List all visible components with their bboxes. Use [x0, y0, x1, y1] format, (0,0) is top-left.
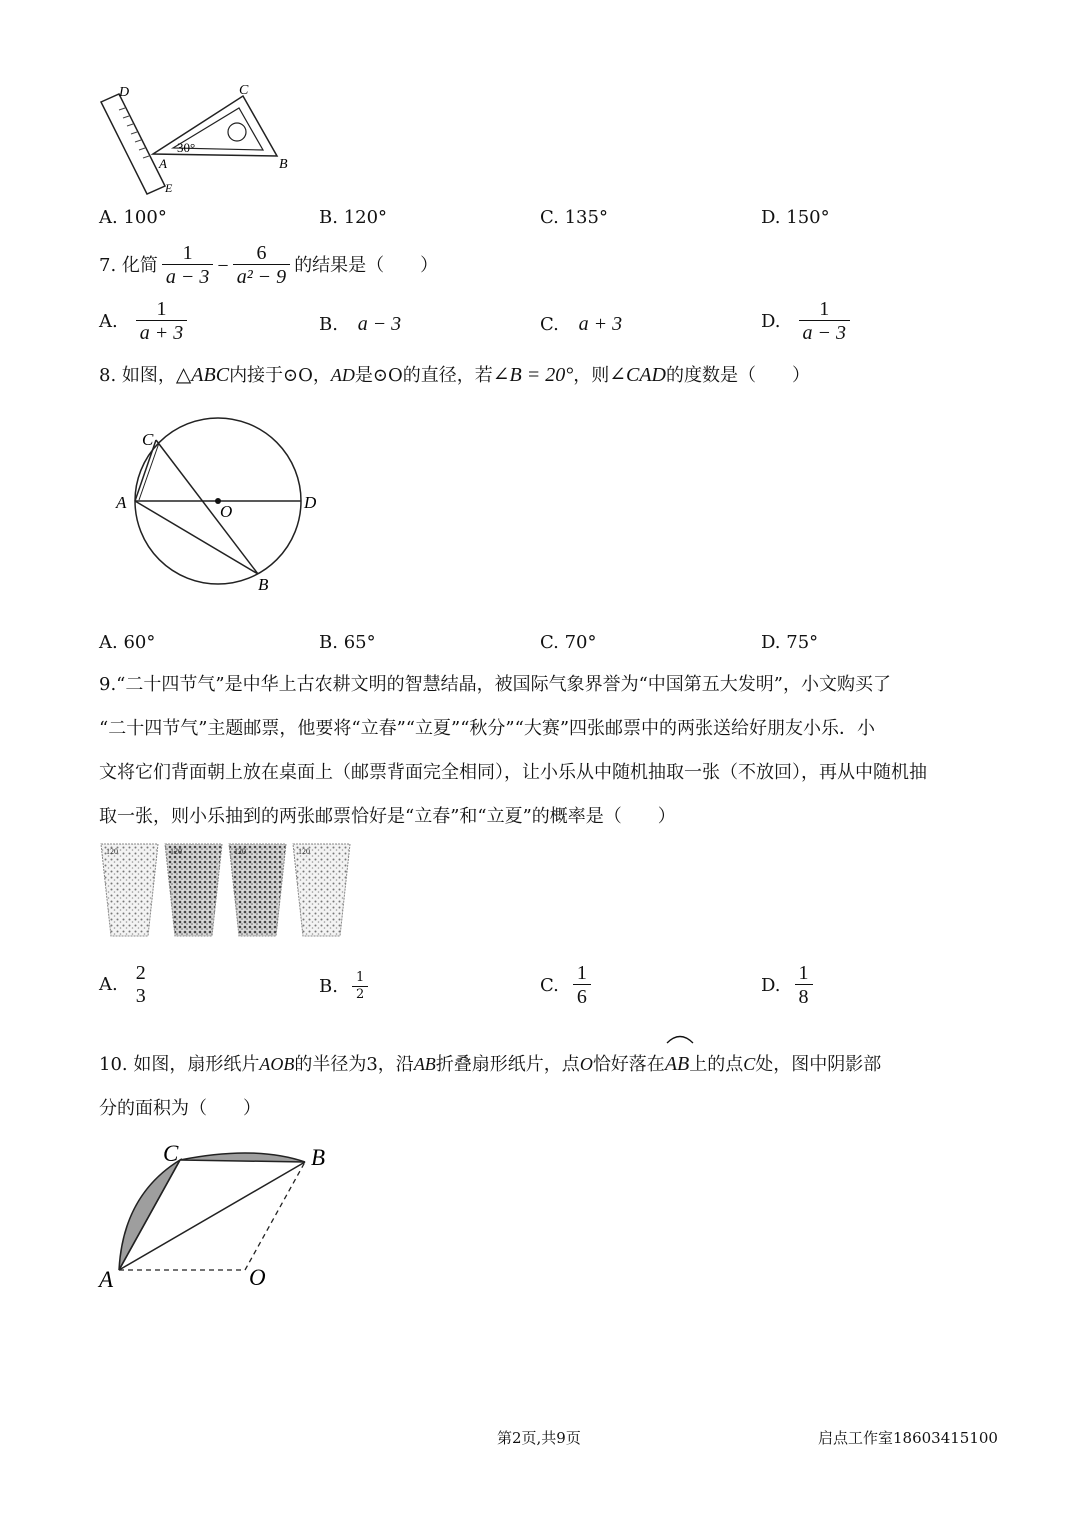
label-E: E: [165, 181, 173, 195]
label-C: C: [163, 1141, 179, 1166]
stamp-4: [293, 844, 350, 936]
label-A: A: [159, 156, 167, 171]
q9-option-d: D. $\frac{1}{8}$: [761, 962, 817, 1009]
q6-option-d: D. 150°: [761, 207, 830, 228]
q7-option-c: C. a + 3: [540, 313, 623, 335]
set-square-shape: [153, 96, 277, 156]
q9-line-2: “二十四节气”主题邮票，他要将“立春”“立夏”“秋分”“大赛”四张邮票中的两张送给好朋友小乐．小: [99, 718, 876, 739]
label-D: D: [119, 85, 130, 100]
q6-option-c: C. 135°: [540, 207, 608, 228]
q10-line-1: 10. 如图，扇形纸片AOB的半径为3，沿AB折叠扇形纸片，点O恰好落在 AB上的点C处，图中阴影部: [99, 1038, 999, 1087]
label-O: O: [249, 1265, 266, 1290]
svg-text:120: 120: [106, 847, 118, 856]
svg-text:120: 120: [234, 847, 246, 856]
stamp-1: [101, 844, 158, 936]
q9-stamps: [98, 840, 358, 940]
ruler-shape: [101, 94, 165, 194]
q8-stem: 8. 如图，△ABC内接于⊙O，AD是⊙O的直径，若∠B = 20°，则∠CAD的度数是（ ）: [99, 364, 810, 386]
q9-stem: [99, 663, 999, 839]
q8-option-c: C. 70°: [540, 632, 597, 653]
label-A: A: [99, 1267, 114, 1292]
arc-ab: AB: [665, 1038, 689, 1086]
label-C: C: [239, 83, 249, 98]
q7-option-b: B. a − 3: [319, 313, 402, 335]
label-B: B: [279, 157, 288, 172]
label-B: B: [311, 1145, 326, 1170]
label-B: B: [258, 575, 269, 594]
q9-option-b: B. $\frac{1}{2}$: [319, 970, 372, 1003]
q10-figure: [95, 1135, 345, 1295]
q8-option-b: B. 65°: [319, 632, 376, 653]
svg-text:120: 120: [170, 847, 182, 856]
studio-contact: 启点工作室18603415100: [818, 1429, 998, 1447]
q8-option-d: D. 75°: [761, 632, 819, 653]
label-C: C: [142, 430, 154, 449]
q9-line-1: 9.“二十四节气”是中华上古农耕文明的智慧结晶，被国际气象界誉为“中国第五大发明”，小文购买了: [99, 674, 891, 695]
svg-text:120: 120: [298, 847, 310, 856]
page-number: 第2页,共9页: [497, 1429, 581, 1447]
stamp-2: [165, 844, 222, 936]
q9-option-c: C. $\frac{1}{6}$: [540, 962, 595, 1009]
q9-line-4: 取一张，则小乐抽到的两张邮票恰好是“立春”和“立夏”的概率是（ ）: [99, 806, 676, 827]
q7-stem: 7. 化简 $\frac{1}{a - 3}$ − $\frac{6}{\text{a² − 9}}$ 的结果是（ ）: [99, 242, 439, 288]
label-A: A: [116, 493, 127, 512]
stamp-3: [229, 844, 286, 936]
shaded-region-cb: [180, 1153, 305, 1162]
q10-line-2: 分的面积为（ ）: [99, 1098, 261, 1119]
q9-line-3: 文将它们背面朝上放在桌面上（邮票背面完全相同），让小乐从中随机抽取一张（不放回），再从中随机抽: [99, 762, 927, 783]
q8-option-a: A. 60°: [99, 632, 156, 653]
label-angle: 30°: [177, 140, 196, 155]
q7-option-a: A. $\frac{1}{a + 3}$: [99, 298, 191, 345]
q6-option-b: B. 120°: [319, 207, 388, 228]
label-O: O: [220, 502, 233, 521]
label-D: D: [304, 493, 317, 512]
q8-figure: [110, 415, 340, 600]
q6-option-a: A. 100°: [99, 207, 167, 228]
q6-figure: [95, 80, 305, 200]
q10-stem: [99, 1038, 999, 1131]
q7-option-d: D. $\frac{1}{a - 3}$: [761, 298, 854, 345]
q9-option-a: A. 2 3: [99, 962, 146, 1007]
